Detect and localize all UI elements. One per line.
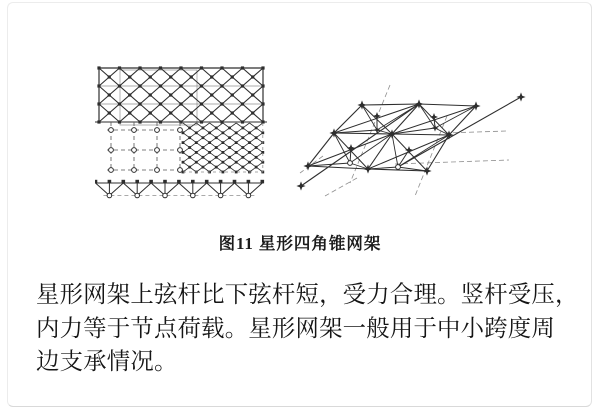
perspective-diagram <box>295 78 530 203</box>
plan-elevation-diagram <box>95 60 267 205</box>
figure-caption: 图11 星形四角锥网架 <box>218 234 382 253</box>
text-line: 星形网架上弦杆比下弦杆短，受力合理。竖杆受压， <box>36 282 579 308</box>
body-paragraph <box>36 279 579 380</box>
text-line: 内力等于节点荷载。星形网架一般用于中小跨度周 <box>36 315 555 342</box>
text-line: 边支承情况。 <box>36 349 178 375</box>
